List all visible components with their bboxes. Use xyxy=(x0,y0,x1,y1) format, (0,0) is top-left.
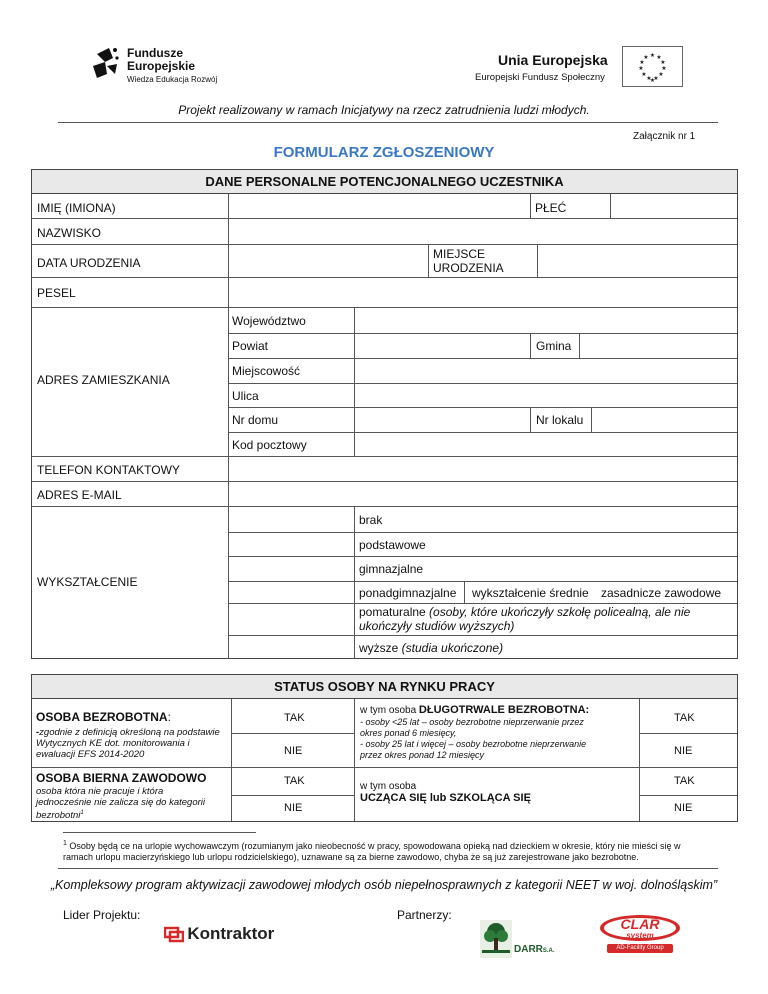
status-table xyxy=(31,674,738,822)
bezrobotna-desc-3: ewaluacji EFS 2014-2020 xyxy=(36,749,145,760)
clar-group-text: AD-Facility Group xyxy=(616,945,664,951)
uczaca-nie: NIE xyxy=(674,802,693,814)
bezrobotna-tak: TAK xyxy=(284,712,305,724)
edu-wyzsze-note: (studia ukończone) xyxy=(398,641,504,655)
label-imie: IMIĘ (IMIONA) xyxy=(37,201,116,215)
clar-text: CLAR xyxy=(620,916,660,932)
uczaca-title: UCZĄCA SIĘ lub SZKOLĄCA SIĘ xyxy=(360,792,531,804)
svg-text:★: ★ xyxy=(661,65,667,72)
kontraktor-logo xyxy=(164,924,274,944)
uczaca-tak: TAK xyxy=(674,775,695,787)
bezrobotna-colon: : xyxy=(167,710,171,724)
label-data-urodzenia: DATA URODZENIA xyxy=(37,256,141,270)
bierna-nie: NIE xyxy=(284,802,303,814)
program-title: „Kompleksowy program aktywizacji zawodowej młodych osób niepełnosprawnych z kategorii NEET w woj. dolnośląskim” xyxy=(50,878,718,892)
dlugo-block xyxy=(360,704,638,761)
bierna-desc-1: osoba która nie pracuje i która xyxy=(36,786,164,797)
clar-system-text: system xyxy=(626,931,654,940)
footnote-rule xyxy=(63,832,256,833)
svg-text:★: ★ xyxy=(658,71,664,78)
attachment-label: Załącznik nr 1 xyxy=(633,131,696,142)
bezrobotna-desc-dash: - xyxy=(36,727,40,738)
bierna-desc-3: bezrobotni xyxy=(36,810,81,822)
label-kod: Kod pocztowy xyxy=(232,438,307,452)
bierna-desc-2: jednocześnie nie zalicza się do kategorii xyxy=(36,797,205,808)
label-plec: PŁEĆ xyxy=(535,201,567,215)
dlugo-line4: przez okres ponad 12 miesięcy xyxy=(360,750,485,760)
fe-logo-line2: Europejskie xyxy=(127,59,196,73)
svg-text:★: ★ xyxy=(649,77,656,84)
svg-text:★: ★ xyxy=(639,59,645,66)
label-powiat: Powiat xyxy=(232,339,269,353)
label-email: ADRES E-MAIL xyxy=(37,488,122,502)
uczaca-block xyxy=(360,781,531,804)
label-miejscowosc: Miejscowość xyxy=(232,364,301,378)
darr-logo xyxy=(478,918,555,960)
footnote-text: Osoby będą ce na urlopie wychowawczym (rozumianym jako nieobecność w pracy, spowodowana opieką nad dzieckiem w okresie, który nie mieści się w ramach urlopu macierzyńskiego lub urlopu rodzicielskiego), uznawane są za bierne zawodowo, chyba że są już zarejestrowane jako bezrobotne. xyxy=(63,841,681,862)
dlugo-line2: okres ponad 6 miesięcy, xyxy=(360,728,457,738)
label-wyksztalcenie: WYKSZTAŁCENIE xyxy=(37,575,138,589)
bezrobotna-title-text: OSOBA BEZROBOTNA xyxy=(36,710,168,724)
footnote-mark: 1 xyxy=(63,840,67,847)
svg-text:★: ★ xyxy=(653,75,659,82)
edu-wyzsze xyxy=(359,641,503,655)
dlugo-tak: TAK xyxy=(674,712,695,724)
label-miejsce-line2: URODZENIA xyxy=(433,261,504,275)
ue-title: Unia Europejska xyxy=(498,52,608,68)
label-nr-domu: Nr domu xyxy=(232,413,279,427)
label-pesel: PESEL xyxy=(37,286,76,300)
edu-gimnazjalne: gimnazjalne xyxy=(359,562,424,576)
edu-zasadnicze: zasadnicze zawodowe xyxy=(601,586,722,600)
clar-system-logo xyxy=(597,914,683,954)
svg-text:★: ★ xyxy=(641,71,647,78)
dlugo-title: DŁUGOTRWALE BEZROBOTNA: xyxy=(418,704,590,716)
fe-logo-title xyxy=(127,47,247,73)
lider-label: Lider Projektu: xyxy=(63,908,141,922)
personal-section-title: DANE PERSONALNE POTENCJONALNEGO UCZESTNIKA xyxy=(32,170,737,194)
svg-text:★: ★ xyxy=(643,54,649,61)
label-nazwisko: NAZWISKO xyxy=(37,226,102,240)
footnote xyxy=(63,838,713,863)
edu-pomaturalne-note: (osoby, które ukończyły szkołę policealną, ale nie xyxy=(425,605,691,619)
label-adres: ADRES ZAMIESZKANIA xyxy=(37,373,170,387)
edu-podstawowe: podstawowe xyxy=(359,538,426,552)
label-gmina: Gmina xyxy=(536,339,572,353)
label-telefon: TELEFON KONTAKTOWY xyxy=(37,463,180,477)
label-wojewodztwo: Województwo xyxy=(232,314,306,328)
darr-suffix: S.A. xyxy=(542,948,555,954)
fe-logo-line1: Fundusze xyxy=(127,46,183,60)
edu-pomaturalne xyxy=(359,605,690,633)
bezrobotna-desc-1: zgodnie z definicją określoną na podstawie xyxy=(39,727,220,738)
eu-flag-icon xyxy=(622,46,683,87)
darr-text xyxy=(514,944,555,955)
svg-text:★: ★ xyxy=(649,52,656,59)
uczaca-prefix: w tym osoba xyxy=(360,781,417,792)
kontraktor-text: Kontraktor xyxy=(187,924,275,943)
footer-divider xyxy=(58,868,718,869)
footnote-ref: 1 xyxy=(80,810,84,816)
edu-wyzsze-label: wyższe xyxy=(359,641,399,655)
svg-text:★: ★ xyxy=(656,54,662,61)
fe-logo-subtitle: Wiedza Edukacja Rozwój xyxy=(127,75,218,84)
edu-srednie: wykształcenie średnie xyxy=(472,586,589,600)
edu-brak: brak xyxy=(359,513,383,527)
personal-data-table xyxy=(31,169,738,659)
bezrobotna-desc-2: Wytycznych KE dot. monitorowania i xyxy=(36,738,190,749)
form-title: FORMULARZ ZGŁOSZENIOWY xyxy=(273,144,495,161)
bezrobotna-title xyxy=(36,710,171,724)
ue-subtitle: Europejski Fundusz Społeczny xyxy=(475,72,605,83)
dlugo-line3: - osoby 25 lat i więcej – osoby bezrobotne nieprzerwanie xyxy=(360,739,587,749)
edu-pomaturalne-label: pomaturalne xyxy=(359,605,426,619)
dlugo-nie: NIE xyxy=(674,745,693,757)
bezrobotna-nie: NIE xyxy=(284,745,303,757)
fundusze-europejskie-logo-icon xyxy=(91,44,121,82)
edu-pomaturalne-note2: ukończyły studiów wyższych) xyxy=(359,619,515,633)
svg-text:★: ★ xyxy=(638,65,644,72)
label-nr-lokalu: Nr lokalu xyxy=(536,413,584,427)
kontraktor-icon xyxy=(164,925,184,943)
bierna-desc xyxy=(36,786,228,821)
status-section-title: STATUS OSOBY NA RYNKU PRACY xyxy=(32,675,737,699)
dlugo-prefix: w tym osoba xyxy=(360,705,419,716)
darr-name: DARR xyxy=(514,944,543,955)
dlugo-line1: - osoby <25 lat – osoby bezrobotne nieprzerwanie przez xyxy=(360,717,584,727)
bierna-title: OSOBA BIERNA ZAWODOWO xyxy=(36,771,207,785)
edu-ponadgimnazjalne: ponadgimnazjalne xyxy=(359,586,457,600)
label-miejsce-urodzenia xyxy=(433,247,504,275)
project-line: Projekt realizowany w ramach Inicjatywy na rzecz zatrudnienia ludzi młodych. xyxy=(178,103,590,117)
bezrobotna-desc xyxy=(36,727,228,760)
partnerzy-label: Partnerzy: xyxy=(397,908,452,922)
bierna-tak: TAK xyxy=(284,775,305,787)
label-miejsce-line1: MIEJSCE xyxy=(433,247,486,261)
svg-text:★: ★ xyxy=(646,75,652,82)
label-ulica: Ulica xyxy=(232,389,259,403)
header-divider xyxy=(58,122,718,123)
svg-text:★: ★ xyxy=(660,59,666,66)
